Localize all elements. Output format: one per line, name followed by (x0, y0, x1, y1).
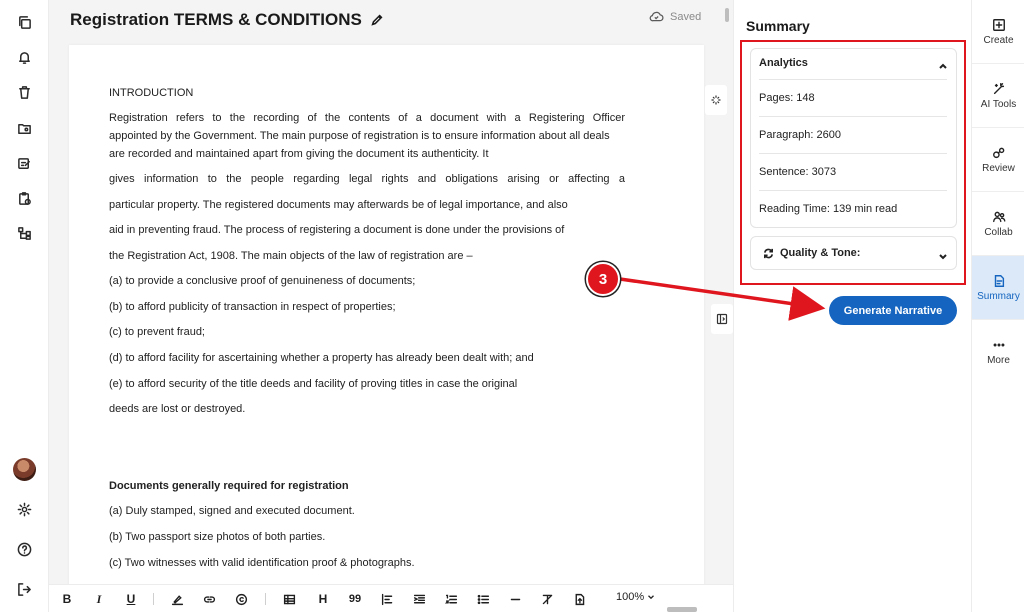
paragraph[interactable]: deeds are lost or destroyed. (109, 403, 246, 415)
paragraph[interactable]: (d) to afford facility for ascertaining whether a property has already been dealt with; and (109, 352, 534, 364)
table-button[interactable] (281, 591, 297, 607)
section-heading[interactable]: Documents generally required for registration (109, 480, 349, 492)
summary-document-icon (992, 274, 1006, 288)
sparkle-icon (710, 94, 722, 106)
paragraph[interactable]: (e) to afford security of the title deeds and facility of proving titles in case the original (109, 378, 518, 390)
generate-narrative-button[interactable]: Generate Narrative (829, 296, 957, 325)
tab-create[interactable] (972, 0, 1024, 64)
tab-ai-tools[interactable] (972, 64, 1024, 128)
link-icon (203, 593, 216, 606)
bullet-list-button[interactable] (475, 591, 491, 607)
highlighter-icon (171, 593, 184, 606)
chevron-up-icon[interactable] (938, 58, 948, 68)
align-left-icon (381, 593, 394, 606)
summary-panel (733, 0, 971, 612)
step-badge: 3 (586, 262, 620, 296)
magic-wand-icon (992, 82, 1006, 96)
save-status (649, 10, 701, 23)
horizontal-scrollbar-thumb[interactable] (667, 607, 697, 612)
tab-more[interactable] (972, 320, 1024, 384)
tab-more-label: More (987, 355, 1010, 366)
paragraph[interactable]: the Registration Act, 1908. The main objects of the law of registration are – (109, 250, 473, 262)
bell-icon[interactable] (16, 49, 33, 66)
horizontal-rule-button[interactable] (507, 591, 523, 607)
paragraph[interactable]: gives information to the people regarding legal rights and obligations arising or affecting a (109, 173, 625, 185)
paragraph[interactable]: Registration refers to the recording of the contents of a document with a Registering Officer (109, 112, 625, 124)
paragraph[interactable]: (c) to prevent fraud; (109, 326, 205, 338)
pencil-icon[interactable] (370, 13, 384, 27)
trash-icon[interactable] (16, 84, 33, 101)
minus-icon (509, 593, 522, 606)
tab-review[interactable] (972, 128, 1024, 192)
paragraph[interactable]: are recorded and maintained apart from giving the document its authenticity. It (109, 148, 489, 160)
save-status-text: Saved (670, 10, 702, 23)
indent-button[interactable] (411, 591, 427, 607)
tab-collab-label: Collab (984, 226, 1013, 238)
quality-tone-label: Quality & Tone: (780, 247, 861, 259)
tab-collab[interactable] (972, 192, 1024, 256)
document-page[interactable] (69, 45, 704, 585)
paragraph[interactable]: (c) Two witnesses with valid identification proof & photographs. (109, 557, 415, 569)
tab-create-label: Create (983, 34, 1014, 46)
paragraph[interactable]: INTRODUCTION (109, 87, 194, 99)
document-title[interactable] (70, 10, 384, 30)
paragraph[interactable]: (b) to afford publicity of transaction in respect of properties; (109, 301, 396, 313)
quality-tone-card[interactable] (750, 236, 957, 270)
copy-icon[interactable] (16, 14, 33, 31)
bullet-list-icon (477, 593, 490, 606)
clipboard-clock-icon[interactable] (16, 190, 33, 207)
stat-pages: Pages: 148 (759, 79, 947, 116)
editor-area (49, 0, 733, 612)
align-left-button[interactable] (379, 591, 395, 607)
analytics-heading[interactable]: Analytics (759, 57, 808, 69)
paragraph[interactable]: particular property. The registered documents may afterwards be of legal importance, and also (109, 199, 568, 211)
heading-button[interactable]: H (318, 592, 328, 606)
tab-ai-tools-label: AI Tools (980, 98, 1017, 110)
left-rail (0, 0, 49, 612)
paragraph[interactable]: (b) Two passport size photos of both parties. (109, 531, 326, 543)
review-icon (992, 146, 1006, 160)
clear-format-button[interactable] (539, 591, 555, 607)
paragraph[interactable]: appointed by the Government. The main purpose of registration is to ensure information about all deals (109, 130, 610, 142)
toggle-panel-button[interactable] (711, 304, 733, 334)
table-icon (283, 593, 296, 606)
underline-button[interactable]: U (126, 592, 136, 606)
help-icon[interactable] (16, 541, 33, 558)
panel-toggle-icon (716, 313, 728, 325)
paragraph[interactable]: (a) Duly stamped, signed and executed document. (109, 505, 355, 517)
refresh-icon (763, 248, 774, 259)
document-title-text[interactable]: Registration TERMS & CONDITIONS (70, 10, 362, 29)
numbered-list-icon (445, 593, 458, 606)
bold-button[interactable]: B (62, 592, 72, 606)
logout-icon[interactable] (16, 581, 33, 598)
tab-review-label: Review (982, 162, 1015, 174)
gear-icon[interactable] (16, 501, 33, 518)
highlight-button[interactable] (169, 591, 185, 607)
document-upload-icon (573, 593, 586, 606)
toolbar-divider (265, 593, 266, 605)
chevron-down-icon (646, 592, 656, 602)
formatting-toolbar (49, 584, 733, 612)
numbered-list-button[interactable] (443, 591, 459, 607)
more-dots-icon (992, 338, 1006, 352)
avatar[interactable] (13, 458, 36, 481)
italic-button[interactable]: I (96, 591, 102, 606)
quote-button[interactable]: 99 (348, 593, 362, 605)
folder-user-icon[interactable] (16, 120, 33, 137)
plus-square-icon (992, 18, 1006, 32)
zoom-select[interactable] (616, 591, 656, 603)
paragraph[interactable]: (a) to provide a conclusive proof of genuineness of documents; (109, 275, 416, 287)
analytics-card (750, 48, 957, 228)
users-icon (992, 210, 1006, 224)
right-rail (971, 0, 1024, 612)
vertical-scrollbar-thumb[interactable] (725, 8, 729, 22)
panel-title: Summary (746, 18, 810, 34)
tab-summary-label: Summary (977, 290, 1020, 302)
export-document-button[interactable] (571, 591, 587, 607)
hierarchy-icon[interactable] (16, 225, 33, 242)
ai-sparkle-button[interactable] (705, 85, 727, 115)
edit-document-icon[interactable] (16, 155, 33, 172)
copyright-button[interactable] (233, 591, 249, 607)
link-button[interactable] (201, 591, 217, 607)
cloud-check-icon (649, 10, 664, 23)
chevron-down-icon[interactable] (938, 248, 948, 258)
indent-icon (413, 593, 426, 606)
stat-paragraphs: Paragraph: 2600 (759, 116, 947, 153)
stat-reading-time: Reading Time: 139 min read (759, 190, 947, 227)
tab-summary[interactable] (972, 256, 1024, 320)
toolbar-divider (153, 593, 154, 605)
zoom-value: 100% (616, 591, 645, 603)
stat-sentences: Sentence: 3073 (759, 153, 947, 190)
clear-format-icon (541, 593, 554, 606)
quality-tone-heading[interactable] (763, 247, 860, 259)
paragraph[interactable]: aid in preventing fraud. The process of registering a document is done under the provisions of (109, 224, 565, 236)
copyright-icon (235, 593, 248, 606)
